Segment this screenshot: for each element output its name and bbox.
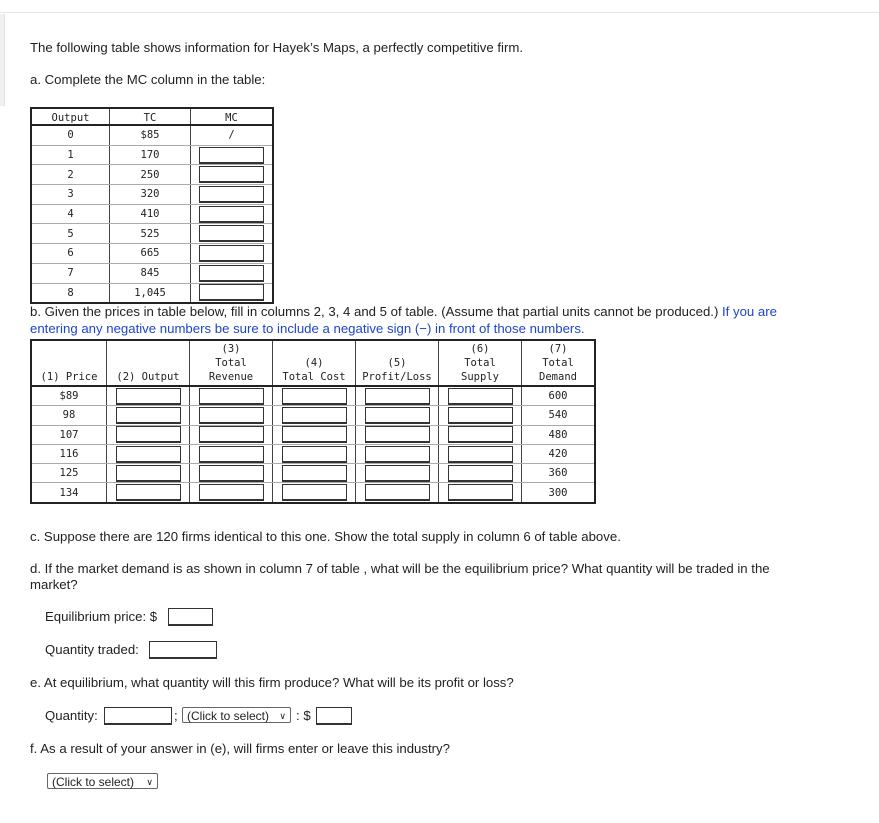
total-cost-input[interactable]: [282, 484, 347, 501]
table-row: [31, 263, 273, 283]
top-divider: [0, 12, 879, 13]
part-d-text-2: market?: [30, 577, 78, 592]
total-supply-input[interactable]: [448, 407, 513, 424]
demand-cell: 600: [522, 386, 596, 406]
intro-text: The following table shows information for Hayek’s Maps, a perfectly competitive firm.: [30, 40, 524, 55]
part-b-text: [30, 304, 777, 320]
tc-cell: 320: [110, 185, 191, 205]
table-row: [31, 224, 273, 244]
output-cell: 6: [31, 244, 110, 264]
total-cost-input[interactable]: [282, 446, 347, 463]
left-scroll-edge: [0, 14, 5, 106]
total-revenue-input[interactable]: [199, 426, 264, 443]
header-total-cost: (4) Total Cost: [273, 340, 356, 386]
price-cell: 125: [31, 464, 107, 483]
demand-cell: 480: [522, 425, 596, 444]
header-total-supply: (6) Total Supply: [439, 340, 522, 386]
demand-cell: 360: [522, 464, 596, 483]
total-revenue-input[interactable]: [199, 465, 264, 482]
part-d-text: d. If the market demand is as shown in column 7 of table , what will be the equilibrium price? What quantity will be traded in the: [30, 561, 770, 576]
price-table: [30, 339, 596, 504]
part-a-text: a. Complete the MC column in the table:: [30, 72, 266, 87]
table-row: [31, 283, 273, 303]
table-row: [31, 145, 273, 165]
output-cell: 2: [31, 165, 110, 185]
total-revenue-input[interactable]: [199, 407, 264, 424]
output-cell: 3: [31, 185, 110, 205]
output-cell: 8: [31, 283, 110, 303]
tc-cell: 525: [110, 224, 191, 244]
output-input[interactable]: [116, 465, 181, 482]
output-input[interactable]: [116, 407, 181, 424]
profit-loss-input[interactable]: [365, 465, 430, 482]
header-price: (1) Price: [31, 340, 107, 386]
tc-cell: 1,045: [110, 283, 191, 303]
table-row: [31, 425, 595, 444]
chevron-down-icon: ∨: [146, 777, 153, 787]
enter-leave-select[interactable]: (Click to select) ∨: [47, 773, 158, 789]
header-tc: TC: [110, 108, 191, 125]
output-cell: 5: [31, 224, 110, 244]
mc-na-cell: /: [191, 125, 274, 145]
price-cell: 107: [31, 425, 107, 444]
mc-input[interactable]: [199, 284, 264, 301]
header-output: (2) Output: [107, 340, 190, 386]
output-input[interactable]: [116, 426, 181, 443]
colon-dollar-label: : $: [296, 708, 311, 723]
total-cost-input[interactable]: [282, 388, 347, 405]
total-supply-input[interactable]: [448, 426, 513, 443]
quantity-input[interactable]: [104, 707, 172, 725]
total-supply-input[interactable]: [448, 446, 513, 463]
output-cell: 1: [31, 145, 110, 165]
quantity-label: Quantity:: [45, 708, 98, 723]
header-profit-loss: (5) Profit/Loss: [356, 340, 439, 386]
output-cell: 4: [31, 204, 110, 224]
tc-cell: 170: [110, 145, 191, 165]
cost-table: [30, 107, 274, 304]
demand-cell: 540: [522, 406, 596, 425]
output-cell: 0: [31, 125, 110, 145]
header-total-revenue: (3) Total Revenue: [190, 340, 273, 386]
profit-loss-input[interactable]: [365, 484, 430, 501]
table-row: [31, 204, 273, 224]
profit-loss-select[interactable]: (Click to select) ∨: [182, 707, 291, 723]
tc-cell: 250: [110, 165, 191, 185]
table-row: [31, 483, 595, 503]
mc-input[interactable]: [199, 206, 264, 223]
part-f-text: f. As a result of your answer in (e), will firms enter or leave this industry?: [30, 741, 450, 756]
semicolon-separator: ;: [174, 708, 178, 723]
total-cost-input[interactable]: [282, 465, 347, 482]
output-input[interactable]: [116, 484, 181, 501]
total-revenue-input[interactable]: [199, 446, 264, 463]
demand-cell: 300: [548, 486, 568, 499]
equilibrium-price-input[interactable]: [168, 608, 213, 626]
header-mc: MC: [191, 108, 274, 125]
demand-cell: 420: [522, 444, 596, 463]
header-total-demand: (7) Total Demand: [522, 340, 596, 386]
table-row: [31, 444, 595, 463]
total-revenue-input[interactable]: [199, 484, 264, 501]
table-row: [31, 185, 273, 205]
price-cell: $89: [31, 386, 107, 406]
total-supply-input[interactable]: [448, 484, 513, 501]
mc-input[interactable]: [199, 265, 264, 282]
mc-input[interactable]: [199, 245, 264, 262]
total-cost-input[interactable]: [282, 426, 347, 443]
total-cost-input[interactable]: [282, 407, 347, 424]
profit-loss-input[interactable]: [365, 388, 430, 405]
negative-note-1: If you are: [722, 304, 777, 319]
mc-input[interactable]: [199, 225, 264, 242]
output-input[interactable]: [116, 446, 181, 463]
table-row: [31, 125, 273, 145]
price-cell: 98: [31, 406, 107, 425]
tc-cell: 845: [110, 263, 191, 283]
total-supply-input[interactable]: [448, 388, 513, 405]
quantity-traded-label: Quantity traded:: [45, 642, 139, 657]
quantity-traded-input[interactable]: [149, 641, 217, 659]
mc-input[interactable]: [199, 166, 264, 183]
equilibrium-price-label: Equilibrium price: $: [45, 609, 158, 624]
table-row: [31, 244, 273, 264]
table-row: [31, 165, 273, 185]
table-row: [31, 464, 595, 483]
profit-loss-input[interactable]: [365, 426, 430, 443]
header-row: [31, 340, 595, 386]
part-e-text: e. At equilibrium, what quantity will this firm produce? What will be its profit or loss?: [30, 675, 514, 690]
part-b-instruction: b. Given the prices in table below, fill in columns 2, 3, 4 and 5 of table. (Assume that partial units cannot be produced.): [30, 304, 719, 319]
table-row: [31, 406, 595, 425]
output-input[interactable]: [116, 388, 181, 405]
chevron-down-icon: ∨: [279, 711, 286, 721]
profit-amount-input[interactable]: [316, 707, 352, 725]
tc-cell: $85: [110, 125, 191, 145]
table-row: [31, 386, 595, 406]
tc-cell: 410: [110, 204, 191, 224]
mc-input[interactable]: [199, 186, 264, 203]
price-cell: 134: [31, 483, 107, 503]
profit-loss-input[interactable]: [365, 446, 430, 463]
part-c-text: c. Suppose there are 120 firms identical to this one. Show the total supply in column 6 of table above.: [30, 529, 621, 544]
mc-input[interactable]: [199, 147, 264, 164]
header-output: Output: [31, 108, 110, 125]
price-cell: 116: [31, 444, 107, 463]
total-supply-input[interactable]: [448, 465, 513, 482]
total-revenue-input[interactable]: [199, 388, 264, 405]
negative-note-2: entering any negative numbers be sure to include a negative sign (−) in front of those numbers.: [30, 321, 585, 336]
profit-loss-input[interactable]: [365, 407, 430, 424]
output-cell: 7: [31, 263, 110, 283]
tc-cell: 665: [110, 244, 191, 264]
